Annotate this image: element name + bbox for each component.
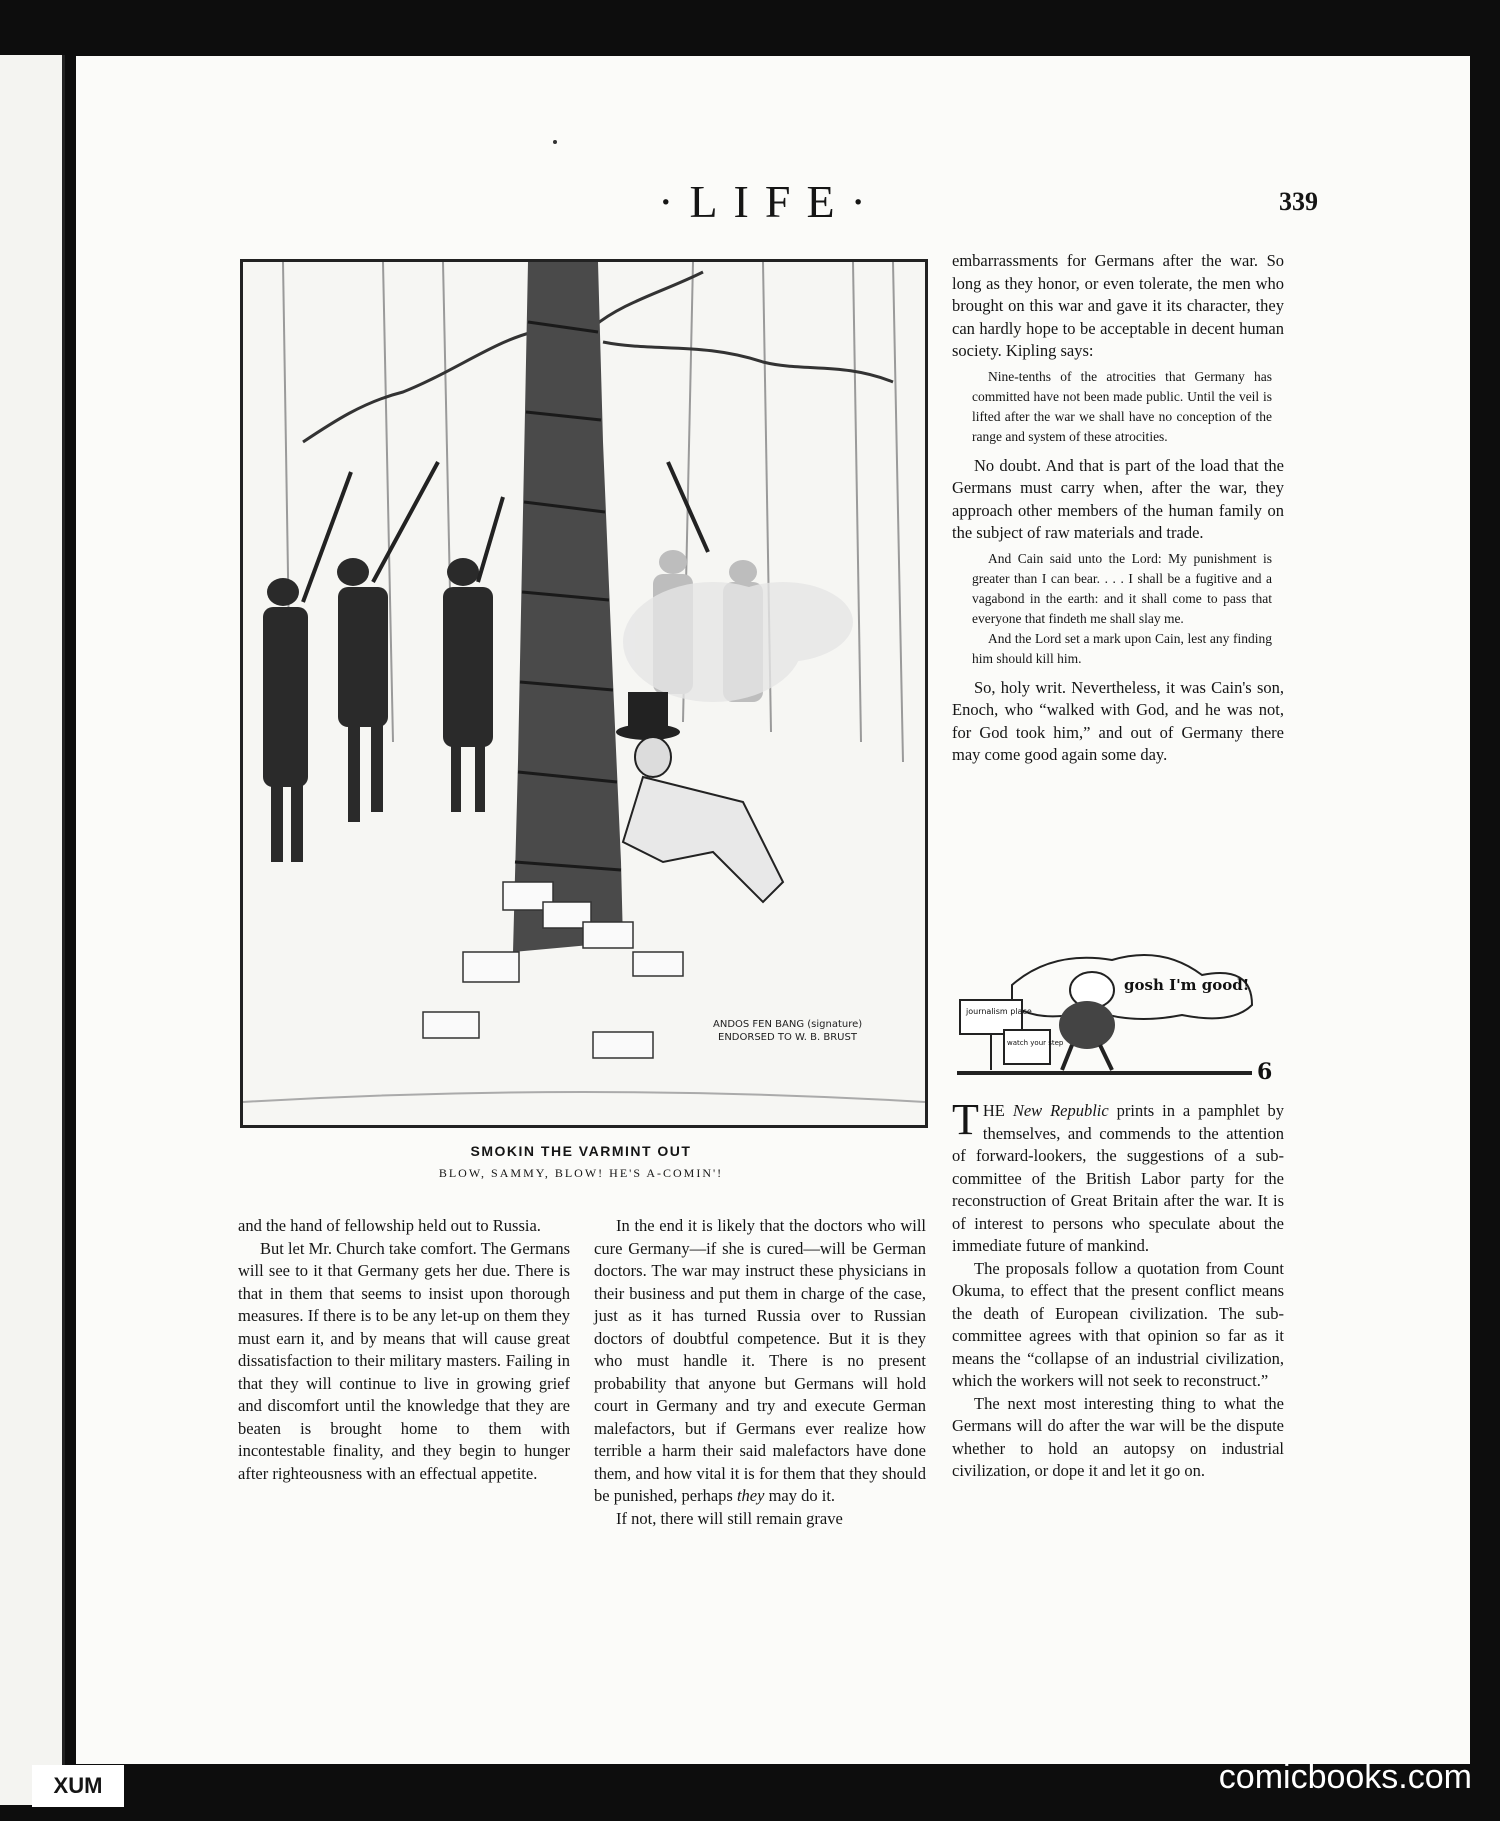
quote-text: Nine-tenths of the atrocities that Germany has committed have not been made public. Until the veil is lifted after the war we shall have no conception of the range and system of these atrocities. xyxy=(972,368,1272,444)
cartoon-subcaption: BLOW, SAMMY, BLOW! HE'S A-COMIN'! xyxy=(438,1166,724,1180)
text-run: HE xyxy=(982,1101,1013,1120)
paragraph: If not, there will still remain grave xyxy=(616,1508,843,1528)
paragraph: No doubt. And that is part of the load that the Germans must carry when, after the war, they approach other members of the human family on the subject of raw materials and trade. xyxy=(952,455,1284,542)
cartoon-signature-note: ENDORSED TO W. B. BRUST xyxy=(718,1032,857,1043)
watermark: comicbooks.com xyxy=(1218,1758,1472,1796)
logo-speech: gosh I'm good! xyxy=(1124,976,1250,994)
cartoon-drawing xyxy=(243,262,925,1125)
paragraph: embarrassments for Germans after the war. So long as they honor, or even tolerate, the men who brought on this war and gave it its character, they can hardly hope to be acceptable in decent human society. Kipling says: xyxy=(952,251,1284,360)
cartoon-caption: SMOKIN THE VARMINT OUT xyxy=(470,1143,692,1159)
scan-tag: XUM xyxy=(32,1765,124,1807)
paragraph: The proposals follow a quotation from Count Okuma, to effect that the present conflict means the death of European civilization. The sub-committee agrees with that opinion so far as it means the “collapse of an industrial civilization, which the workers will not seek to reconstruct.” xyxy=(952,1258,1284,1390)
paragraph: So, holy writ. Nevertheless, it was Cain's son, Enoch, who “walked with God, and he was not, for God took him,” and out of Germany there may come good again some day. xyxy=(952,677,1284,764)
text-run: prints in a pamphlet by themselves, and commends to the attention of forward-lookers, the suggestions of a sub-committee of the British Labor party for the reconstruction of Great Britain after the war. It is of interest to persons who speculate about the immediate future of mankind. xyxy=(952,1101,1284,1255)
kipling-quote xyxy=(972,367,1272,447)
department-logo xyxy=(952,945,1284,1095)
drop-cap: T xyxy=(952,1095,979,1144)
paragraph xyxy=(594,1215,926,1508)
paragraph: and the hand of fellowship held out to Russia. xyxy=(238,1216,541,1235)
sign-watch-step: watch your step xyxy=(1007,1039,1064,1047)
cartoon-signature: ANDOS FEN BANG (signature) xyxy=(713,1019,863,1030)
middle-column-bottom xyxy=(594,1215,926,1530)
page-number: 339 xyxy=(1279,187,1318,216)
paragraph: The next most interesting thing to what the Germans will do after the war will be the dispute whether to hold an autopsy on industrial civilization, or dope it and let it go on. xyxy=(952,1393,1284,1480)
emphasis: they xyxy=(736,1486,765,1505)
logo-drawing xyxy=(952,945,1284,1095)
sign-journalism: journalism place xyxy=(966,1007,1032,1016)
print-speck xyxy=(553,140,557,144)
left-column-bottom xyxy=(238,1215,570,1485)
quote-text: And Cain said unto the Lord: My punishment is greater than I can bear. . . . I shall be a fugitive and a vagabond in the earth: and it shall come to pass that everyone that findeth me shall slay me. xyxy=(972,550,1272,626)
logo-mark: 6 xyxy=(1257,1059,1273,1085)
publication-title: New Republic xyxy=(1012,1101,1109,1120)
masthead-title: ·LIFE· xyxy=(658,176,882,227)
quote-text: And the Lord set a mark upon Cain, lest any finding him should kill him. xyxy=(972,630,1272,666)
text-run: may do it. xyxy=(764,1486,836,1505)
right-column-bottom xyxy=(952,1095,1284,1483)
right-column-top xyxy=(952,250,1284,767)
cartoon-illustration xyxy=(240,259,928,1128)
paragraph: But let Mr. Church take comfort. The Germans will see to it that Germany gets her due. There is that in them that seems to insist upon thorough measures. If there is to be any let-up on them they must earn it, and by means that will cause great dissatisfaction to their military masters. Failing in that they will continue to live in growing grief and discomfort until the knowledge that they are beaten is brought home to them with incontestable finality, and they begin to hunger after righteousness with an effectual appetite. xyxy=(238,1238,570,1483)
scripture-quote xyxy=(972,549,1272,669)
text-run: In the end it is likely that the doctors who will cure Germany—if she is cured—will be German doctors. The war may instruct these physicians in their business and put them in charge of the case, just as it has turned Russia over to Russian doctors of doubtful competence. But it is they who must handle it. There is no present probability that anyone but Germans will hold court in Germany and try and execute German malefactors, but if Germans ever realize how terrible a harm their said malefactors have done them, and how vital it is for them that they should be punished, perhaps xyxy=(594,1216,926,1505)
facing-page-edge xyxy=(0,55,65,1805)
paragraph xyxy=(952,1095,1284,1258)
